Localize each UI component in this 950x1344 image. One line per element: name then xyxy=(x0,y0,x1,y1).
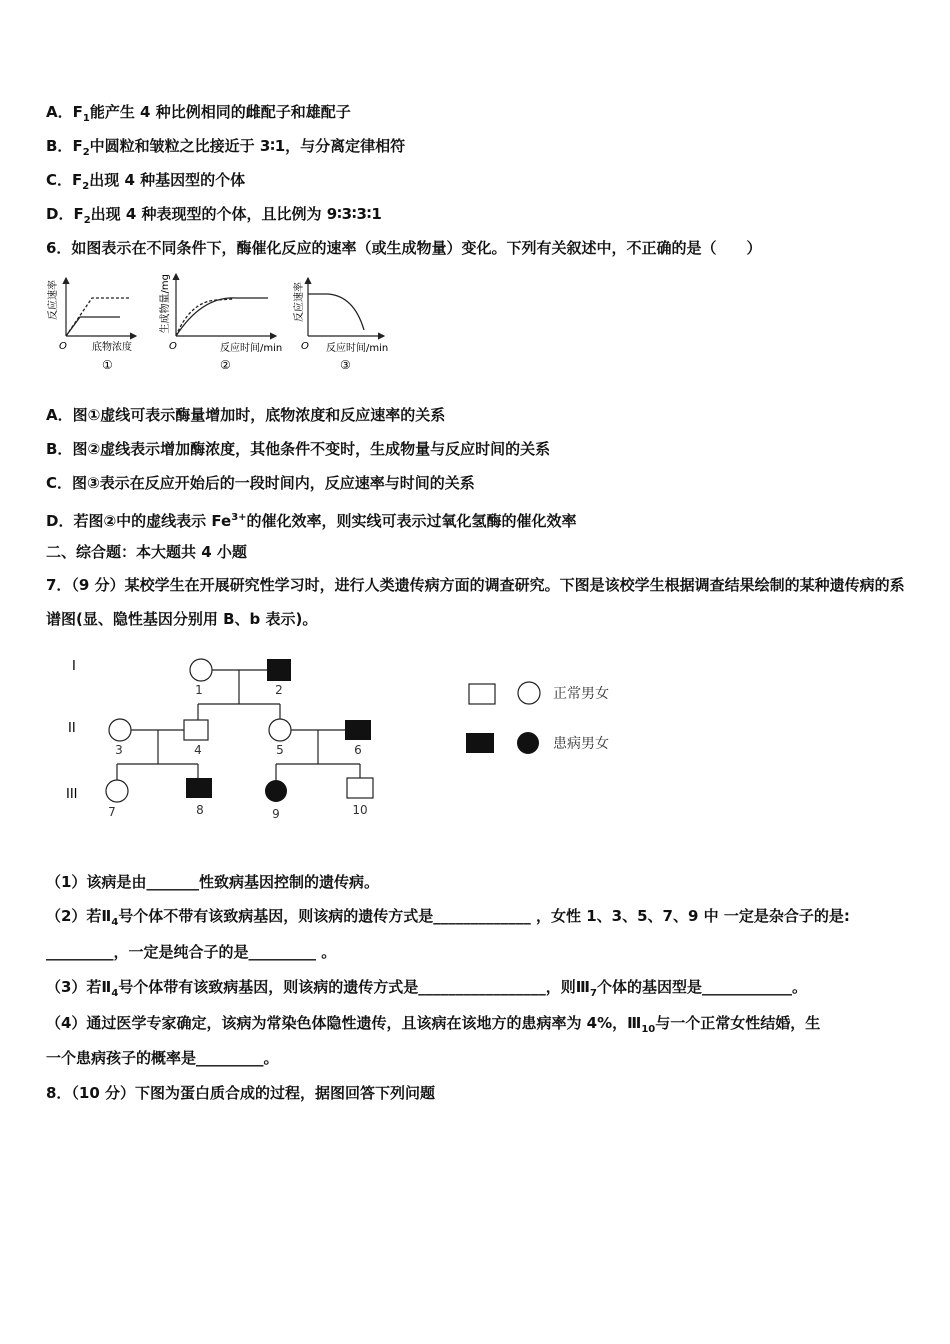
legend-normal-label: 正常男女 xyxy=(553,686,609,702)
graph-2-dashed-curve xyxy=(176,299,234,336)
graph-2-xlabel: 反应时间/min xyxy=(220,343,283,354)
q5-option-d: D．$F_2$出现 4 种表现型的个体，且比例为 9∶3∶3∶1 xyxy=(46,205,382,226)
individual-2 xyxy=(267,659,291,681)
legend-affected-label: 患病男女 xyxy=(553,736,609,752)
graph-1-xlabel: 底物浓度 xyxy=(92,342,132,353)
individual-9 xyxy=(265,780,287,802)
individual-8 xyxy=(186,778,212,798)
q7-sub4-line2: 一个患病孩子的概率是_________。 xyxy=(46,1049,279,1067)
individual-5-label: 5 xyxy=(276,743,284,757)
graph-1-ylabel: 反应速率 xyxy=(48,280,59,320)
graph-2-origin: O xyxy=(169,341,177,352)
graph-2-caption: ② xyxy=(220,358,231,372)
individual-3-label: 3 xyxy=(115,743,123,757)
graph-3 xyxy=(292,278,388,372)
individual-3 xyxy=(109,719,131,741)
individual-10 xyxy=(347,778,373,798)
q7-sub2-line2: _________，一定是纯合子的是_________ 。 xyxy=(46,943,337,961)
generation-label-3: III xyxy=(66,787,78,802)
graph-3-caption: ③ xyxy=(340,358,351,372)
graph-3-solid-curve xyxy=(308,294,364,330)
individual-7 xyxy=(106,780,128,802)
q7-sub3: （3）若$Ⅱ_4$号个体带有该致病基因，则该病的遗传方式是_________________，则$Ⅲ_7$个体的基因型是____________。 xyxy=(46,978,807,999)
graph-1-caption: ① xyxy=(102,358,113,372)
individual-9-label: 9 xyxy=(272,807,280,821)
graph-1 xyxy=(46,278,136,372)
q5-option-b: B．$F_2$中圆粒和皱粒之比接近于 3∶1，与分离定律相符 xyxy=(46,137,406,158)
q6-option-a: A．图①虚线可表示酶量增加时，底物浓度和反应速率的关系 xyxy=(46,406,446,424)
legend-affected-male xyxy=(466,733,494,753)
q7-stem: 7．（9 分）某校学生在开展研究性学习时，进行人类遗传病方面的调查研究。下图是该校学生根据调查结果绘制的某种遗传病的系谱图(显、隐性基因分别用 B、b 表示)。 xyxy=(46,576,905,628)
graph-2-ylabel: 生成物量/mg xyxy=(160,274,171,334)
graph-2 xyxy=(158,274,282,372)
individual-5 xyxy=(269,719,291,741)
q6-option-d: D．若图②中的虚线表示 $Fe^{3+}$的催化效率，则实线可表示过氧化氢酶的催化效率 xyxy=(46,512,577,530)
graph-3-ylabel: 反应速率 xyxy=(294,282,305,322)
individual-6 xyxy=(345,720,371,740)
graph-1-origin: O xyxy=(59,341,67,352)
generation-label-2: II xyxy=(68,721,76,736)
q7-sub4: （4）通过医学专家确定，该病为常染色体隐性遗传，且该病在该地方的患病率为 4%，$Ⅲ_{10}$与一个正常女性结婚，生 xyxy=(46,1014,821,1035)
q7-sub2: （2）若$Ⅱ_4$号个体不带有该致病基因，则该病的遗传方式是_____________ ，女性 1、3、5、7、9 中 一定是杂合子的是: xyxy=(46,907,850,928)
section-2-title: 二、综合题：本大题共 4 小题 xyxy=(46,543,247,561)
graph-3-origin: O xyxy=(301,341,309,352)
graph-3-xlabel: 反应时间/min xyxy=(326,343,389,354)
individual-1-label: 1 xyxy=(195,683,203,697)
individual-2-label: 2 xyxy=(275,683,283,697)
q5-option-a: A．$F_1$能产生 4 种比例相同的雌配子和雄配子 xyxy=(46,103,351,124)
individual-10-label: 10 xyxy=(352,803,368,817)
q6-option-c: C．图③表示在反应开始后的一段时间内，反应速率与时间的关系 xyxy=(46,474,475,492)
q7-sub1: （1）该病是由_______性致病基因控制的遗传病。 xyxy=(46,873,379,891)
generation-label-1: I xyxy=(72,659,76,674)
individual-7-label: 7 xyxy=(108,805,116,819)
graph-2-solid-curve xyxy=(176,298,268,336)
individual-6-label: 6 xyxy=(354,743,362,757)
graph-1-solid-curve xyxy=(66,317,120,336)
q6-option-b: B．图②虚线表示增加酶浓度，其他条件不变时，生成物量与反应时间的关系 xyxy=(46,440,551,458)
legend-affected-female xyxy=(517,732,539,754)
individual-1 xyxy=(190,659,212,681)
legend-normal-male xyxy=(469,684,495,704)
legend-normal-female xyxy=(518,682,540,704)
q6-stem: 6．如图表示在不同条件下，酶催化反应的速率（或生成物量）变化。下列有关叙述中，不正确的是（ ） xyxy=(46,239,762,257)
q6-graphs xyxy=(44,270,404,375)
individual-4-label: 4 xyxy=(194,743,202,757)
individual-8-label: 8 xyxy=(196,803,204,817)
q5-option-c: C．$F_2$出现 4 种基因型的个体 xyxy=(46,171,246,192)
pedigree-chart xyxy=(60,650,660,830)
individual-4 xyxy=(184,720,208,740)
q8-stem: 8．（10 分）下图为蛋白质合成的过程，据图回答下列问题 xyxy=(46,1084,436,1102)
